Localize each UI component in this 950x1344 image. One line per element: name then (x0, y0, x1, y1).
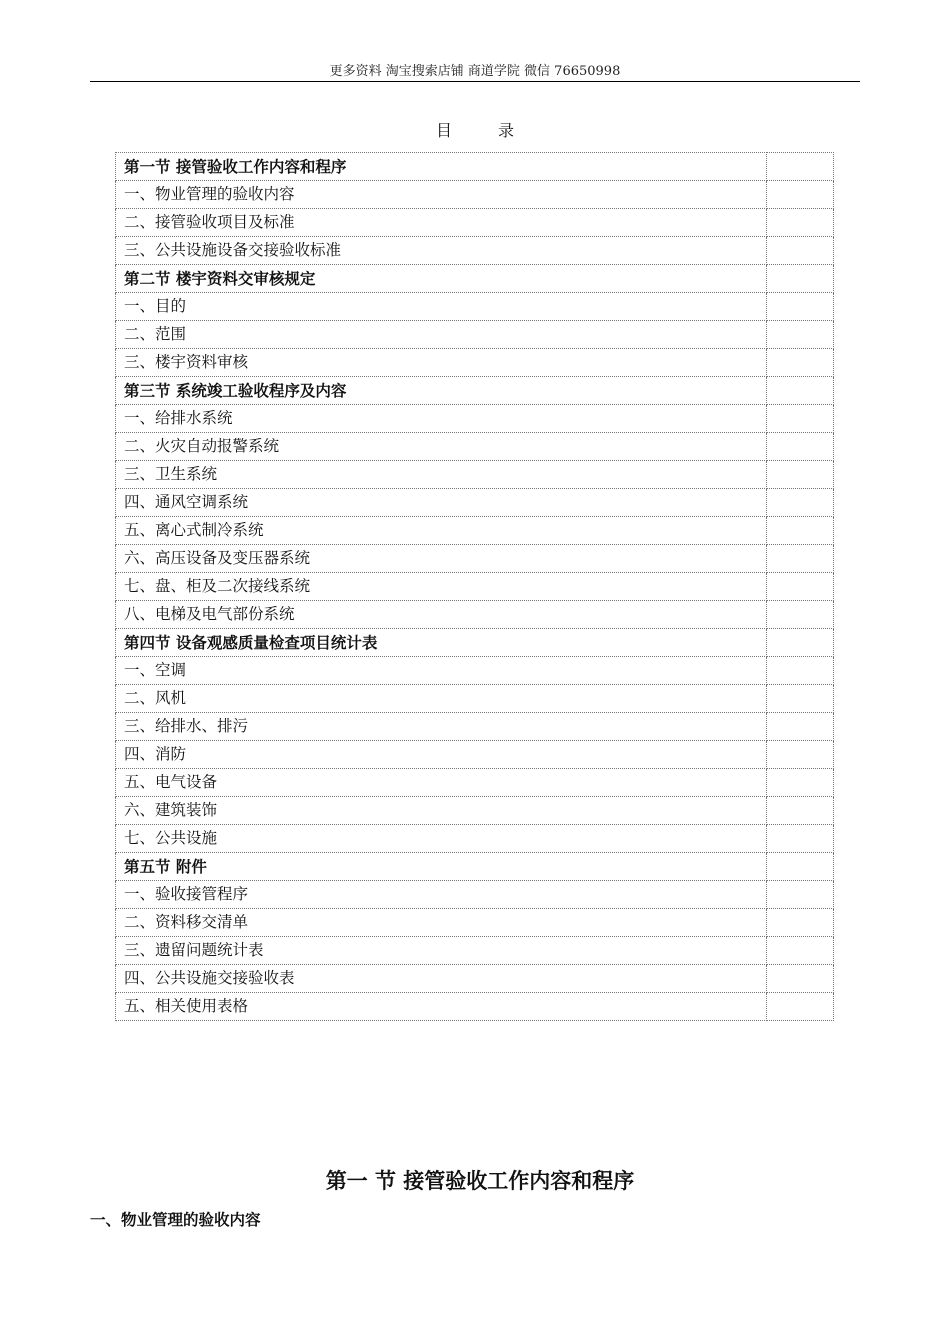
toc-page-number (767, 825, 834, 853)
toc-entry-label: 二、火灾自动报警系统 (116, 433, 767, 461)
page-header: 更多资料 淘宝搜索店铺 商道学院 微信 76650998 (90, 63, 860, 82)
toc-page-number (767, 321, 834, 349)
toc-page-number (767, 741, 834, 769)
toc-page-number (767, 629, 834, 657)
toc-entry-label: 一、空调 (116, 657, 767, 685)
toc-section-row (116, 853, 834, 881)
toc-page-number (767, 237, 834, 265)
toc-section-row (116, 629, 834, 657)
toc-page-number (767, 517, 834, 545)
toc-item-row (116, 433, 834, 461)
toc-item-row (116, 517, 834, 545)
toc-page-number (767, 181, 834, 209)
toc-entry-label: 二、接管验收项目及标准 (116, 209, 767, 237)
toc-entry-label: 一、验收接管程序 (116, 881, 767, 909)
toc-entry-label: 一、给排水系统 (116, 405, 767, 433)
toc-item-row (116, 405, 834, 433)
toc-entry-label: 第二节 楼宇资料交审核规定 (116, 265, 767, 293)
toc-entry-label: 第一节 接管验收工作内容和程序 (116, 153, 767, 181)
toc-page-number (767, 909, 834, 937)
toc-item-row (116, 741, 834, 769)
subsection-heading: 一、物业管理的验收内容 (90, 1210, 261, 1229)
toc-page-number (767, 685, 834, 713)
toc-item-row (116, 601, 834, 629)
toc-section-row (116, 265, 834, 293)
toc-item-row (116, 769, 834, 797)
toc-page-number (767, 349, 834, 377)
toc-entry-label: 三、给排水、排污 (116, 713, 767, 741)
toc-entry-label: 第三节 系统竣工验收程序及内容 (116, 377, 767, 405)
toc-item-row (116, 965, 834, 993)
toc-entry-label: 二、风机 (116, 685, 767, 713)
toc-page-number (767, 265, 834, 293)
toc-page-number (767, 545, 834, 573)
toc-entry-label: 四、消防 (116, 741, 767, 769)
toc-item-row (116, 573, 834, 601)
toc-item-row (116, 321, 834, 349)
toc-entry-label: 一、物业管理的验收内容 (116, 181, 767, 209)
toc-entry-label: 三、遗留问题统计表 (116, 937, 767, 965)
toc-item-row (116, 657, 834, 685)
toc-title: 目录 (435, 121, 560, 140)
toc-page-number (767, 293, 834, 321)
toc-entry-label: 四、通风空调系统 (116, 489, 767, 517)
toc-entry-label: 二、资料移交清单 (116, 909, 767, 937)
toc-page-number (767, 797, 834, 825)
toc-entry-label: 三、楼宇资料审核 (116, 349, 767, 377)
toc-page-number (767, 769, 834, 797)
toc-item-row (116, 825, 834, 853)
toc-item-row (116, 881, 834, 909)
toc-page-number (767, 937, 834, 965)
section-heading: 第一 节 接管验收工作内容和程序 (325, 1168, 635, 1193)
toc-page-number (767, 713, 834, 741)
toc-table (115, 152, 834, 1021)
toc-page-number (767, 209, 834, 237)
toc-item-row (116, 349, 834, 377)
toc-page-number (767, 657, 834, 685)
toc-section-row (116, 377, 834, 405)
toc-item-row (116, 545, 834, 573)
toc-entry-label: 七、公共设施 (116, 825, 767, 853)
toc-item-row (116, 713, 834, 741)
toc-entry-label: 三、卫生系统 (116, 461, 767, 489)
toc-section-row (116, 153, 834, 181)
toc-entry-label: 二、范围 (116, 321, 767, 349)
toc-page-number (767, 965, 834, 993)
toc-item-row (116, 489, 834, 517)
toc-page-number (767, 405, 834, 433)
toc-page-number (767, 433, 834, 461)
toc-page-number (767, 881, 834, 909)
toc-item-row (116, 181, 834, 209)
toc-item-row (116, 909, 834, 937)
toc-entry-label: 六、高压设备及变压器系统 (116, 545, 767, 573)
toc-entry-label: 六、建筑装饰 (116, 797, 767, 825)
toc-entry-label: 七、盘、柜及二次接线系统 (116, 573, 767, 601)
toc-entry-label: 五、电气设备 (116, 769, 767, 797)
toc-item-row (116, 937, 834, 965)
toc-entry-label: 第五节 附件 (116, 853, 767, 881)
toc-page-number (767, 993, 834, 1021)
toc-item-row (116, 209, 834, 237)
toc-entry-label: 三、公共设施设备交接验收标准 (116, 237, 767, 265)
toc-entry-label: 五、离心式制冷系统 (116, 517, 767, 545)
toc-entry-label: 一、目的 (116, 293, 767, 321)
toc-page-number (767, 377, 834, 405)
toc-item-row (116, 237, 834, 265)
toc-item-row (116, 685, 834, 713)
toc-page-number (767, 853, 834, 881)
toc-page-number (767, 153, 834, 181)
toc-item-row (116, 797, 834, 825)
toc-entry-label: 五、相关使用表格 (116, 993, 767, 1021)
toc-page-number (767, 573, 834, 601)
toc-item-row (116, 461, 834, 489)
toc-page-number (767, 461, 834, 489)
toc-item-row (116, 993, 834, 1021)
toc-entry-label: 第四节 设备观感质量检查项目统计表 (116, 629, 767, 657)
toc-entry-label: 八、电梯及电气部份系统 (116, 601, 767, 629)
toc-page-number (767, 489, 834, 517)
toc-item-row (116, 293, 834, 321)
toc-entry-label: 四、公共设施交接验收表 (116, 965, 767, 993)
toc-page-number (767, 601, 834, 629)
